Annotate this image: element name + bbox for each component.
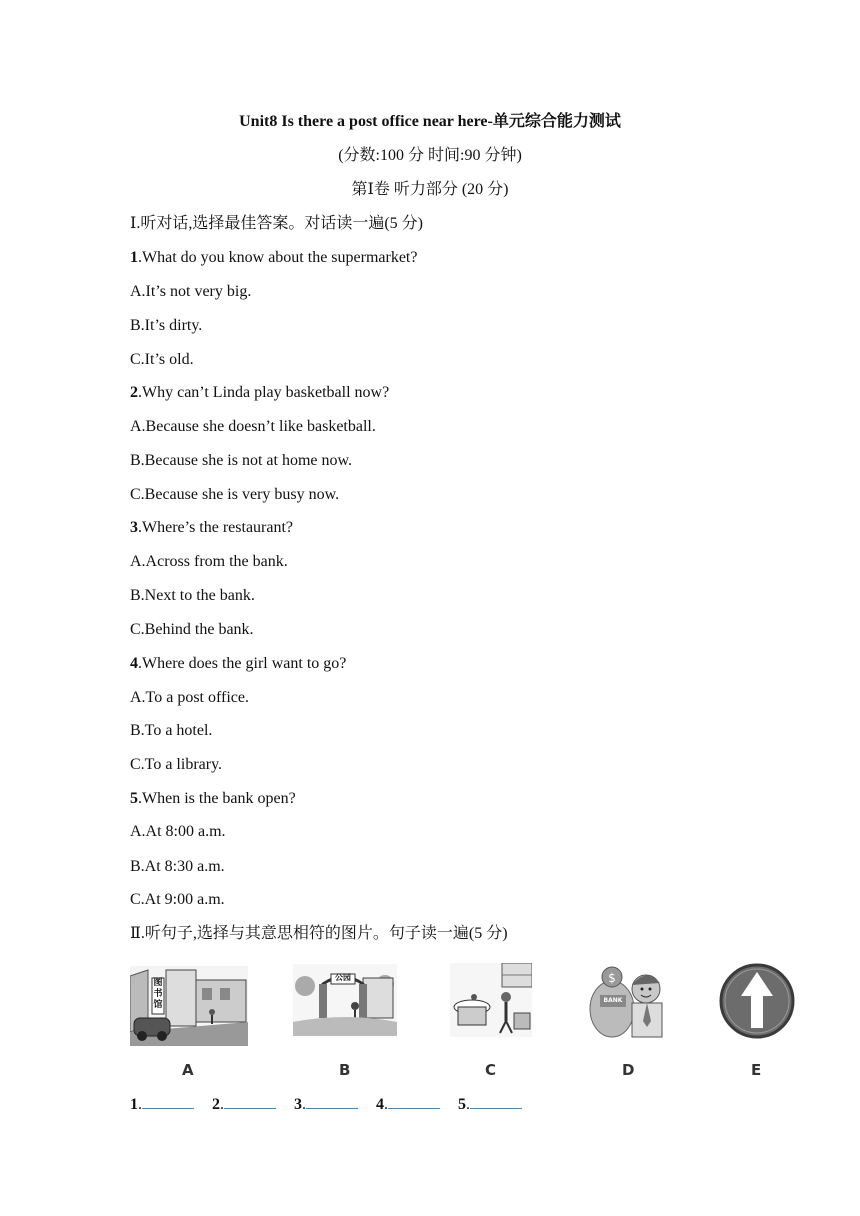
option-5c: C.At 9:00 a.m. [130, 891, 225, 908]
bank-sign: BANK [603, 997, 623, 1004]
library-street-picture [130, 966, 248, 1046]
question-text: .Where does the girl want to go? [138, 655, 347, 672]
park-sign: 公园 [335, 973, 351, 982]
library-sign: 图书馆 [153, 978, 163, 1010]
option-2a: A.Because she doesn’t like basketball. [130, 418, 376, 435]
svg-text:$: $ [608, 971, 616, 985]
option-4b: B.To a hotel. [130, 722, 213, 739]
question-4 [130, 654, 346, 674]
bank-man-picture [588, 955, 672, 1047]
option-4c: C.To a library. [130, 756, 223, 773]
question-number: 5 [130, 790, 138, 807]
picture-label-e: E [751, 1061, 762, 1079]
option-5a: A.At 8:00 a.m. [130, 823, 226, 840]
question-number: 1 [130, 249, 138, 266]
document-title: Unit8 Is there a post office near here-单元综合能力测试 [239, 113, 621, 130]
question-text: .When is the bank open? [138, 790, 296, 807]
restaurant-picture [450, 963, 532, 1037]
option-4a: A.To a post office. [130, 689, 249, 706]
up-arrow-icon [719, 962, 795, 1040]
question-5 [130, 789, 296, 809]
option-2b: B.Because she is not at home now. [130, 452, 353, 469]
option-5b: B.At 8:30 a.m. [130, 858, 225, 875]
option-3c: C.Behind the bank. [130, 621, 254, 638]
answer-5[interactable]: 5. [458, 1094, 522, 1115]
score-time-line: (分数:100 分 时间:90 分钟) [338, 147, 522, 164]
picture-label-c: C [485, 1061, 497, 1079]
section2-heading: Ⅱ.听句子,选择与其意思相符的图片。句子读一遍(5 分) [130, 925, 508, 942]
answer-blank[interactable] [224, 1094, 276, 1109]
option-1c: C.It’s old. [130, 351, 194, 368]
park-gate-picture [293, 964, 397, 1036]
answer-3[interactable]: 3. [294, 1094, 358, 1115]
picture-label-a: A [182, 1061, 194, 1079]
option-1b: B.It’s dirty. [130, 317, 203, 334]
answer-blank[interactable] [306, 1094, 358, 1109]
question-number: 3 [130, 519, 138, 536]
picture-label-b: B [339, 1061, 351, 1079]
question-number: 4 [130, 655, 138, 672]
question-2 [130, 383, 389, 403]
question-number: 2 [130, 384, 138, 401]
section1-heading: Ⅰ.听对话,选择最佳答案。对话读一遍(5 分) [130, 215, 423, 232]
picture-label-d: D [622, 1061, 635, 1079]
answer-number: 3 [294, 1096, 302, 1113]
option-3a: A.Across from the bank. [130, 553, 288, 570]
question-1 [130, 248, 417, 268]
answer-number: 5 [458, 1096, 466, 1113]
answer-blank[interactable] [388, 1094, 440, 1109]
answer-2[interactable]: 2. [212, 1094, 276, 1115]
answer-1[interactable]: 1. [130, 1094, 194, 1115]
option-1a: A.It’s not very big. [130, 283, 252, 300]
answer-4[interactable]: 4. [376, 1094, 440, 1115]
answer-number: 1 [130, 1096, 138, 1113]
question-text: .What do you know about the supermarket? [138, 249, 418, 266]
option-2c: C.Because she is very busy now. [130, 486, 340, 503]
answer-number: 4 [376, 1096, 384, 1113]
answer-number: 2 [212, 1096, 220, 1113]
question-3 [130, 518, 293, 538]
option-3b: B.Next to the bank. [130, 587, 255, 604]
part-heading: 第Ⅰ卷 听力部分 (20 分) [351, 181, 509, 198]
question-text: .Why can’t Linda play basketball now? [138, 384, 390, 401]
answer-blank[interactable] [142, 1094, 194, 1109]
question-text: .Where’s the restaurant? [138, 519, 294, 536]
answer-blank[interactable] [470, 1094, 522, 1109]
